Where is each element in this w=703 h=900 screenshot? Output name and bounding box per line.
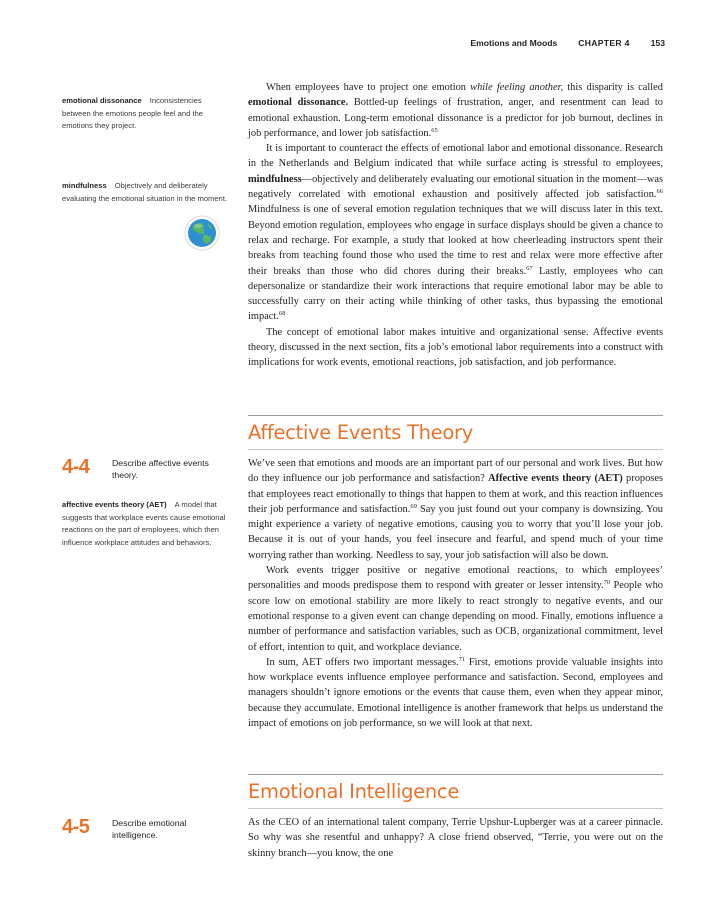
footnote-ref: 67 [526,264,533,272]
paragraph: The concept of emotional labor makes intuitive and organizational sense. Affective events theory, discussed in the next section, fits a job’s emotional labor requirements into a construct with implications for work events, emotional reactions, job satisfaction, and job performance. [248,326,663,369]
objective-number: 4-5 [62,816,90,838]
footnote-ref: 71 [458,655,466,663]
body-text-emotional-labor [248,80,663,371]
objective-text: Describe affective events theory. [112,458,209,480]
body-text-aet [248,456,663,731]
footnote-ref: 66 [656,188,663,196]
running-head-chapter: CHAPTER 4 [578,38,630,48]
margin-note-mindfulness [62,180,232,205]
heading-title: Affective Events Theory [248,421,473,444]
section-heading-aet [248,415,663,450]
paragraph: In sum, AET offers two important messages.$^{71}$ First, emotions provide valuable insights into how workplace events influence employee performance and satisfaction. Second, employees and managers shouldn’t ignore emotions or the events that cause them, even when they appear minor, because they accumulate. Emotional intelligence is another framework that helps us understand the impact of emotions on job performance, so we will look at that next. [248,655,663,730]
learning-objective-4-4 [62,456,222,481]
paragraph: As the CEO of an international talent company, Terrie Upshur-Lupberger was at a career pinnacle. So why was she resentful and unhappy? A close friend observed, “Terrie, you were out on the skinny branch—you know, the one [248,817,663,859]
footnote-ref: 69 [410,502,417,510]
heading-title: Emotional Intelligence [248,780,460,803]
paragraph: We’ve seen that emotions and moods are an important part of our personal and work lives. But how do they influence our job performance and satisfaction? Affective events theory (AET) proposes that employees react emotionally to things that happen to them at work, and this reaction influences their job performance and satisfaction.$^{69}$ Say you just found out your company is downsizing. You might experience a variety of negative emotions, causing you to worry that you’ll lose your job. Because it is out of your hands, you feel insecure and fearful, and spend much of your time worrying rather than working. Needless to say, your job satisfaction will also be down. [248,458,664,561]
glossary-definition: A model that suggests that workplace events cause emotional reactions on the part of employees, which then influence workplace attitudes and behaviors. [62,500,226,547]
learning-objective-4-5 [62,816,222,841]
footnote-ref: 65 [431,126,438,134]
section-heading-ei [248,774,663,809]
glossary-definition: Objectively and deliberately evaluating the emotional situation in the moment. [62,181,228,203]
margin-note-emotional-dissonance [62,95,232,133]
paragraph: When employees have to project one emotion while feeling another, this disparity is called emotional dissonance. Bottled-up feelings of frustration, anger, and resentment can lead to emotional exhaustion. Long-term emotional dissonance is a predictor for job burnout, declines in job performance, and lower job satisfaction.$^{65}$ [248,82,663,139]
objective-number: 4-4 [62,456,90,478]
globe-icon [184,215,220,251]
glossary-definition: Inconsistencies between the emotions people feel and the emotions they project. [62,96,204,130]
footnote-ref: 68 [278,310,286,318]
body-text-ei [248,815,663,861]
heading-rule [248,808,663,809]
page-number: 153 [650,38,665,48]
running-head-section: Emotions and Moods [470,38,558,48]
heading-rule [248,774,663,775]
footnote-ref: 70 [603,579,611,587]
paragraph: Work events trigger positive or negative emotional reactions, to which employees’ personalities and moods predispose them to respond with greater or lesser intensity.$^{70}$ People who score low on emotional stability are more likely to react strongly to negative events, and our emotional response to a given event can change depending on mood. Finally, emotions influence a number of performance and satisfaction variables, such as OCB, organizational commitment, level of effort, intention to quit, and workplace deviance. [248,565,663,653]
heading-rule [248,415,663,416]
paragraph: It is important to counteract the effects of emotional labor and emotional dissonance. Research in the Netherlands and Belgium indicated that while surface acting is stressful to employees, mindfulness—objectively and deliberately evaluating our emotional situation in the moment—was negatively correlated with emotional exhaustion and positively affected job satisfaction.$^{66}$ Mindfulness is one of several emotion regulation techniques that we will discuss later in this text. Beyond emotion regulation, employees who engage in surface displays should be given a chance to relax and recharge. For example, a study that looked at how cheerleading instructors spent their breaks from teaching found those who used the time to rest and relax were more effective after their breaks than those who did chores during their breaks.$^{67}$ Lastly, employees who can depersonalize or standardize their work interactions that require emotional labor may be able to successfully carry on their acting while thinking of other tasks, thus bypassing the emotional impact.$^{68}$ [248,143,663,323]
margin-note-aet [62,499,232,549]
running-head [470,38,665,48]
objective-text: Describe emotional intelligence. [112,818,187,840]
glossary-term: mindfulness [62,181,107,190]
glossary-term: affective events theory (AET) [62,500,167,509]
heading-rule [248,449,663,450]
glossary-term: emotional dissonance [62,96,142,105]
